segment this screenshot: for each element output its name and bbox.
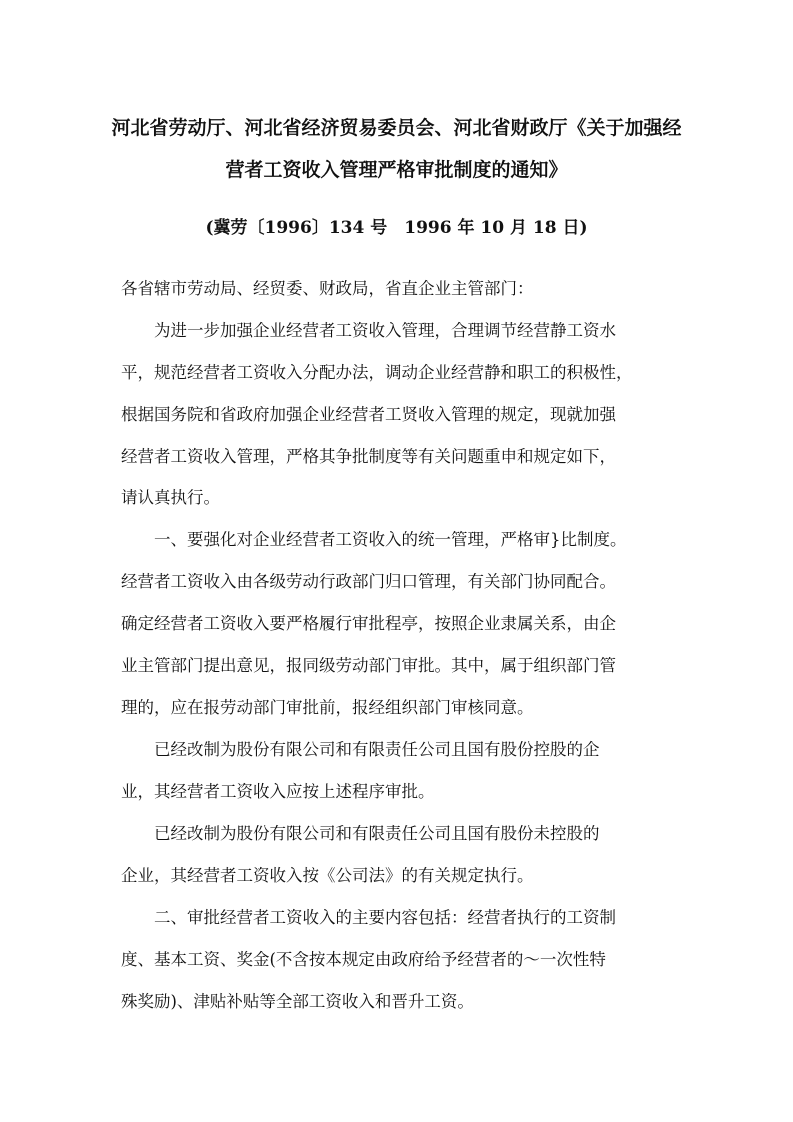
paragraph-line: 企业，其经营者工资收入按《公司法》的有关规定执行。 <box>121 866 534 885</box>
paragraph-line: 请认真执行。 <box>121 488 220 507</box>
document-title-line-2: 营者工资收入管理严格审批制度的通知》 <box>225 159 568 181</box>
paragraph-line: 度、基本工资、奖金(不含按本规定由政府给予经营者的～一次性特 <box>121 950 606 969</box>
paragraph-line: 一、要强化对企业经营者工资收入的统一管理，严格审}比制度。 <box>121 530 627 549</box>
paragraph-line: 平，规范经营者工资收入分配办法，调动企业经营静和职工的积极性， <box>121 363 633 382</box>
salutation-line: 各省辖市劳动局、经贸委、财政局，省直企业主管部门： <box>121 279 534 298</box>
paragraph-line: 已经改制为股份有限公司和有限责任公司且国有股份未控股的 <box>121 824 600 843</box>
document-reference: (冀劳〔1996〕134 号 1996 年 10 月 18 日) <box>205 218 588 238</box>
paragraph-line: 业，其经营者工资收入应按上述程序审批。 <box>121 782 435 801</box>
paragraph-line: 为进一步加强企业经营者工资收入管理，合理调节经营静工资水 <box>121 321 616 340</box>
paragraph-line: 业主管部门提出意见，报同级劳动部门审批。其中，属于组织部门管 <box>121 656 616 675</box>
paragraph-line: 殊奖励)、津贴补贴等全部工资收入和晋升工资。 <box>121 992 474 1011</box>
paragraph-line: 二、审批经营者工资收入的主要内容包括：经营者执行的工资制 <box>121 908 616 927</box>
paragraph-line: 经营者工资收入管理，严格其争批制度等有关问题重申和规定如下， <box>121 447 616 466</box>
paragraph-line: 根据国务院和省政府加强企业经营者工贤收入管理的规定，现就加强 <box>121 405 616 424</box>
paragraph-line: 理的，应在报劳动部门审批前，报经组织部门审核同意。 <box>121 698 534 717</box>
paragraph-line: 经营者工资收入由各级劳动行政部门归口管理，有关部门协同配合。 <box>121 572 616 591</box>
document-title-line-1: 河北省劳动厅、河北省经济贸易委员会、河北省财政厅《关于加强经 <box>111 117 682 139</box>
paragraph-line: 确定经营者工资收入要严格履行审批程亭，按照企业隶属关系，由企 <box>121 614 616 633</box>
paragraph-line: 已经改制为股份有限公司和有限责任公司且国有股份控股的企 <box>121 740 600 759</box>
